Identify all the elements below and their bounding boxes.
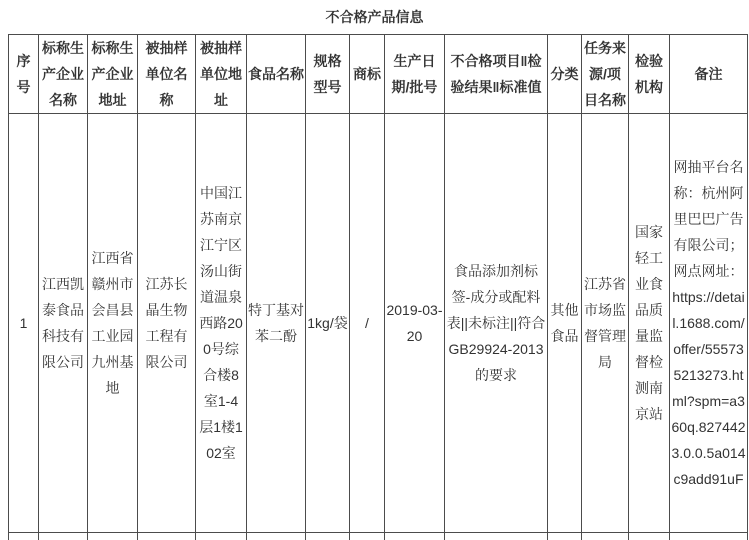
nonconforming-products-table <box>8 34 748 540</box>
cell-empty <box>306 533 350 540</box>
col-header-nonconforming-item: 不合格项目‖检验结果‖标准值 <box>445 35 548 114</box>
cell-empty <box>39 533 88 540</box>
cell-empty <box>247 533 306 540</box>
cell-producer-address: 江西省赣州市会昌县工业园九州基地 <box>88 114 138 533</box>
cell-empty <box>670 533 748 540</box>
table-header-row <box>9 35 748 114</box>
cell-seq: 1 <box>9 114 39 533</box>
cell-sampled-unit-address: 中国江苏南京江宁区汤山街道温泉西路200号综合楼8室1-4层1楼102室 <box>196 114 247 533</box>
col-header-food-name: 食品名称 <box>247 35 306 114</box>
col-header-trademark: 商标 <box>350 35 385 114</box>
cell-empty <box>88 533 138 540</box>
cell-empty <box>138 533 196 540</box>
cell-remark: 网抽平台名称：杭州阿里巴巴广告有限公司；网点网址：https://detail.1688.com/offer/555735213273.html?spm=a360q.8274423.0.0.5a014c9add91uF <box>670 114 748 533</box>
cell-empty <box>445 533 548 540</box>
cell-production-date: 2019-03-20 <box>385 114 445 533</box>
cell-category: 其他食品 <box>548 114 582 533</box>
cell-sampled-unit-name: 江苏长晶生物工程有限公司 <box>138 114 196 533</box>
table-row-2-partial <box>9 533 748 540</box>
cell-empty <box>548 533 582 540</box>
col-header-producer-name: 标称生产企业名称 <box>39 35 88 114</box>
cell-empty <box>629 533 670 540</box>
cell-inspection-agency: 国家轻工业食品质量监督检测南京站 <box>629 114 670 533</box>
cell-empty <box>196 533 247 540</box>
cell-empty <box>350 533 385 540</box>
page-title: 不合格产品信息 <box>325 9 424 25</box>
col-header-task-source: 任务来源/项目名称 <box>582 35 629 114</box>
cell-producer-name: 江西凯泰食品科技有限公司 <box>39 114 88 533</box>
cell-empty <box>9 533 39 540</box>
col-header-production-date: 生产日期/批号 <box>385 35 445 114</box>
cell-empty <box>385 533 445 540</box>
col-header-spec-model: 规格型号 <box>306 35 350 114</box>
cell-food-name: 特丁基对苯二酚 <box>247 114 306 533</box>
col-header-seq: 序号 <box>9 35 39 114</box>
cell-task-source: 江苏省市场监督管理局 <box>582 114 629 533</box>
col-header-remark: 备注 <box>670 35 748 114</box>
col-header-category: 分类 <box>548 35 582 114</box>
cell-trademark: / <box>350 114 385 533</box>
cell-spec-model: 1kg/袋 <box>306 114 350 533</box>
col-header-sampled-unit-name: 被抽样单位名称 <box>138 35 196 114</box>
col-header-producer-address: 标称生产企业地址 <box>88 35 138 114</box>
cell-empty <box>582 533 629 540</box>
col-header-inspection-agency: 检验机构 <box>629 35 670 114</box>
table-row-1 <box>9 114 748 533</box>
col-header-sampled-unit-address: 被抽样单位地址 <box>196 35 247 114</box>
cell-nonconforming-item: 食品添加剂标签-成分或配料表||未标注||符合GB29924-2013的要求 <box>445 114 548 533</box>
